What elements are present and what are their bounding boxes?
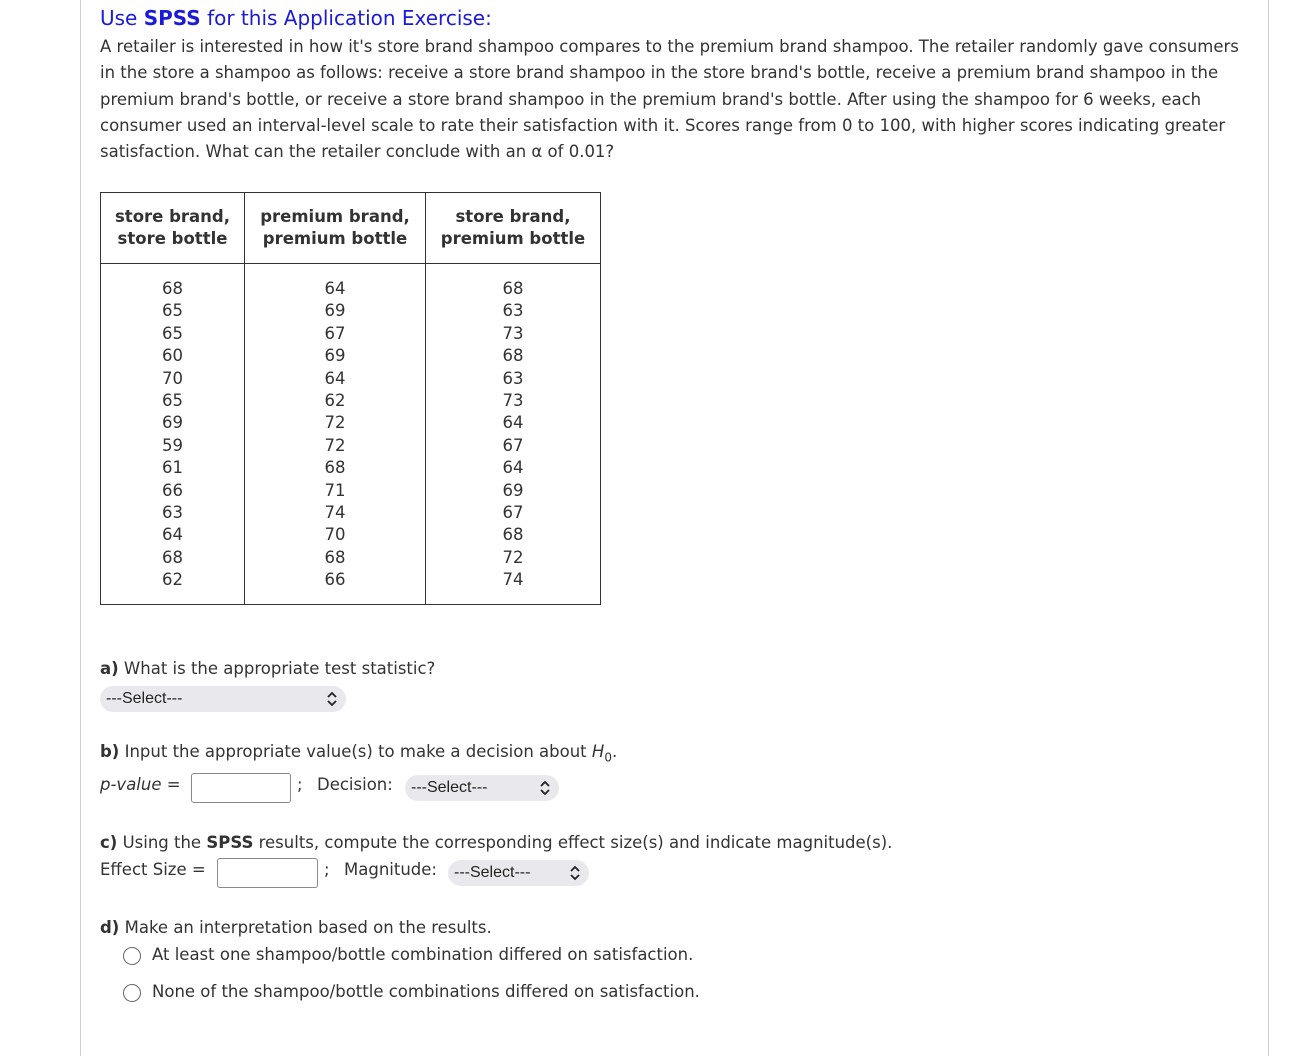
- table-cell-value: 68: [162, 547, 183, 567]
- table-cell-value: 65: [162, 391, 183, 411]
- problem-text: A retailer is interested in how it's store brand shampoo compares to the premium brand shampoo. The retailer randomly gave consumers in the store a shampoo as follows: receive a store brand shampoo in the store brand's bottle, receive a premium brand shampoo in the premium brand's bottle, or receive a store brand shampoo in the premium brand's bottle. After using the shampoo for 6 weeks, each consumer used an interval-level scale to rate their satisfaction with it. Scores range from 0 to 100, with higher scores indicating greater satisfaction. What can the retailer conclude with an α of 0.01?: [100, 37, 1239, 162]
- table-cell-value: 74: [324, 503, 346, 523]
- table-cell-value: 64: [324, 279, 346, 298]
- content-border-right: [1268, 0, 1269, 1056]
- question-d: d) Make an interpretation based on the results.: [100, 918, 492, 937]
- chevron-updown-icon: [326, 691, 338, 707]
- magnitude-label: Magnitude:: [344, 860, 437, 879]
- table-cell-value: 64: [502, 458, 524, 478]
- table-cell-value: 72: [324, 413, 346, 433]
- chevron-updown-icon: [539, 780, 551, 796]
- table-cell-value: 68: [324, 458, 346, 478]
- table-cell-value: 73: [502, 391, 524, 411]
- page-heading: Use SPSS for this Application Exercise:: [100, 6, 492, 30]
- table-cell-value: 69: [502, 480, 524, 500]
- column-header-store-store: store brand, store bottle: [101, 193, 245, 264]
- table-cell-value: 64: [162, 525, 183, 545]
- table-cell-value: 68: [502, 346, 524, 366]
- table-cell-value: 61: [162, 458, 183, 478]
- table-cell-value: 69: [324, 301, 346, 321]
- column-values-store-store: [101, 264, 245, 605]
- table-cell-value: 74: [502, 570, 524, 590]
- table-cell-value: 72: [324, 435, 346, 455]
- table-cell-value: 65: [162, 301, 183, 321]
- table-cell-value: 59: [162, 435, 183, 455]
- question-b: b) Input the appropriate value(s) to make a decision about $H_0$.: [100, 742, 618, 765]
- table-cell-value: 63: [162, 503, 183, 523]
- column-values-premium-premium: [245, 264, 426, 605]
- question-a: a) What is the appropriate test statistic?: [100, 659, 436, 678]
- data-table: [100, 192, 601, 605]
- p-value-input[interactable]: [191, 773, 291, 803]
- table-cell-value: 67: [502, 503, 524, 523]
- table-cell-value: 68: [502, 525, 524, 545]
- spss-bold: SPSS: [143, 6, 201, 30]
- option-none-differed-label: None of the shampoo/bottle combinations differed on satisfaction.: [152, 982, 700, 1001]
- column-values-store-premium: [426, 264, 601, 605]
- content-border-left: [80, 0, 81, 1056]
- table-cell-value: 67: [324, 323, 346, 343]
- option-differed-label: At least one shampoo/bottle combination differed on satisfaction.: [152, 945, 694, 964]
- separator: ;: [297, 775, 303, 794]
- magnitude-select[interactable]: ---Select---: [448, 860, 589, 886]
- table-cell-value: 66: [162, 480, 183, 500]
- table-cell-value: 72: [502, 547, 524, 567]
- question-c: c) Using the SPSS results, compute the corresponding effect size(s) and indicate magnitude(s).: [100, 833, 893, 852]
- table-cell-value: 66: [324, 570, 346, 590]
- table-cell-value: 63: [502, 301, 524, 321]
- table-cell-value: 68: [502, 279, 524, 298]
- radio-option-none-differed[interactable]: [123, 984, 141, 1002]
- test-statistic-select[interactable]: ---Select---: [100, 686, 346, 712]
- table-cell-value: 71: [324, 480, 346, 500]
- decision-label: Decision:: [317, 775, 393, 794]
- table-cell-value: 62: [324, 391, 346, 411]
- column-header-premium-premium: premium brand, premium bottle: [245, 193, 426, 264]
- separator: ;: [324, 860, 330, 879]
- table-cell-value: 68: [162, 279, 183, 298]
- table-cell-value: 65: [162, 323, 183, 343]
- table-cell-value: 67: [502, 435, 524, 455]
- table-cell-value: 62: [162, 570, 183, 590]
- chevron-updown-icon: [569, 865, 581, 881]
- table-cell-value: 64: [502, 413, 524, 433]
- table-cell-value: 70: [324, 525, 346, 545]
- table-cell-value: 63: [502, 368, 524, 388]
- table-cell-value: 69: [324, 346, 346, 366]
- table-cell-value: 70: [162, 368, 183, 388]
- table-cell-value: 69: [162, 413, 183, 433]
- decision-select[interactable]: ---Select---: [405, 775, 559, 801]
- radio-option-differed[interactable]: [123, 947, 141, 965]
- effect-size-label: Effect Size =: [100, 860, 206, 879]
- column-header-store-premium: store brand, premium bottle: [426, 193, 601, 264]
- table-cell-value: 68: [324, 547, 346, 567]
- table-cell-value: 64: [324, 368, 346, 388]
- table-cell-value: 60: [162, 346, 183, 366]
- table-cell-value: 73: [502, 323, 524, 343]
- effect-size-input[interactable]: [217, 858, 318, 888]
- p-value-label: p-value =: [100, 775, 181, 794]
